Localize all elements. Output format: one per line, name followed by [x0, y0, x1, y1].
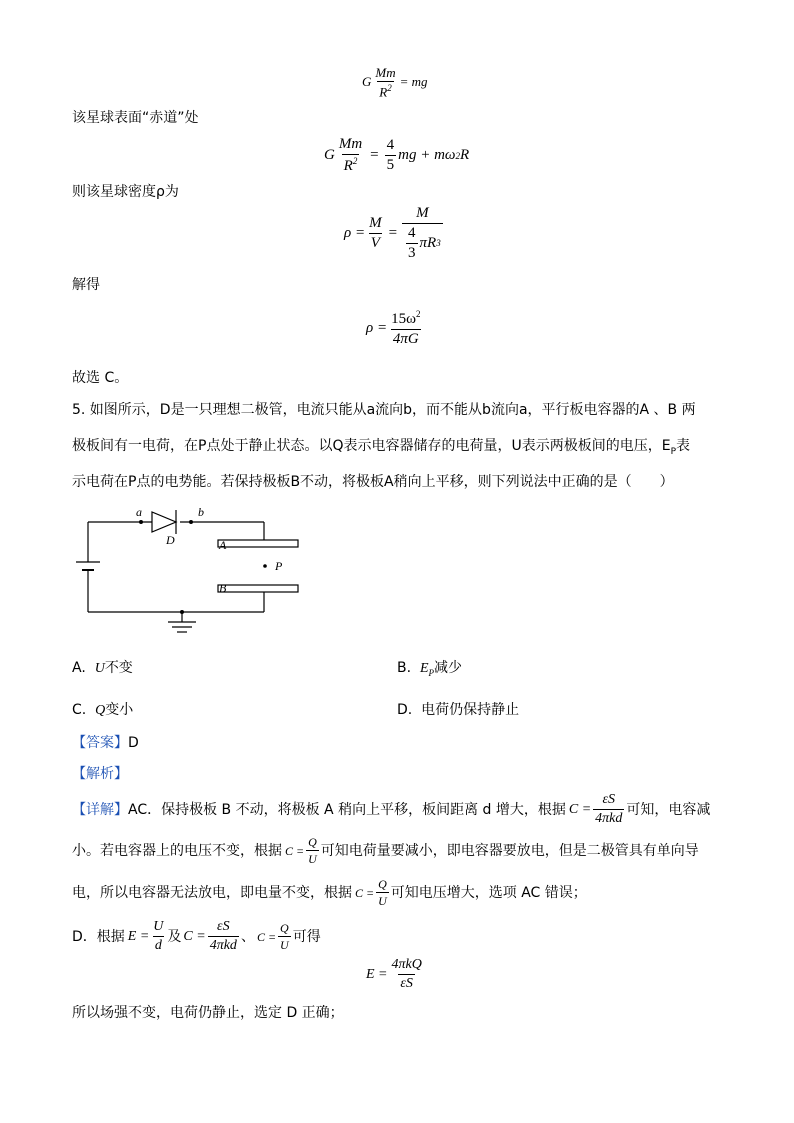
option-c[interactable] [72, 699, 133, 719]
denominator: 4πkd [209, 938, 237, 953]
den-text: πR [419, 235, 437, 251]
detail-text: 可知电荷量要减小，即电容器要放电，但是二极管具有单向导 [320, 842, 699, 859]
eq-lhs: ρ = [344, 225, 366, 241]
plate-b [218, 585, 298, 592]
denominator [402, 223, 443, 261]
numerator: 4πkQ [391, 957, 422, 972]
label-d: D [166, 533, 175, 547]
detail-line-5: 所以场强不变，电荷仍静止，选定 D 正确； [72, 1005, 344, 1021]
den-text: R [379, 84, 388, 100]
eq-term: R [460, 147, 470, 163]
detail-text: 可知，电容减 [626, 801, 711, 818]
eq-term: mg + mω [398, 147, 456, 163]
question-line-2 [72, 439, 690, 457]
subscript: P [428, 667, 435, 678]
numerator: Q [280, 921, 289, 935]
numerator: M [416, 205, 429, 221]
option-var: Q [95, 703, 106, 718]
fraction [208, 920, 239, 953]
detail-line-1 [72, 793, 710, 826]
eq-lhs: E = [366, 966, 388, 982]
q-text: 极板间有一电荷，在P点处于静止状态。以Q表示电容器储存的电荷量，U表示两极板间的电压，E [72, 438, 671, 454]
fraction [373, 66, 397, 98]
detail-text: 可知电压增大，选项 AC 错误； [390, 884, 587, 901]
eq-lhs: ρ = [366, 320, 388, 336]
exponent: 2 [387, 83, 392, 93]
fraction [367, 216, 384, 251]
numerator: U [153, 919, 164, 934]
option-text: 变小 [105, 702, 134, 718]
eq-rhs: = mg [399, 74, 428, 90]
option-text: 电荷仍保持静止 [421, 702, 520, 718]
numerator: εS [217, 919, 230, 934]
den-text: R [343, 158, 353, 174]
label-plate-b: B [219, 581, 227, 595]
denominator: U [308, 852, 317, 866]
circuit-diagram [72, 506, 312, 636]
analysis-label: 【解析】 [72, 766, 128, 782]
numerator [389, 310, 422, 329]
diode-icon [152, 512, 176, 532]
option-letter: B. [397, 660, 412, 676]
fraction [151, 920, 165, 953]
detail-text: 及 [167, 928, 182, 945]
detail-line-3 [72, 878, 587, 907]
eq-symbol: G [362, 74, 372, 90]
fraction [389, 310, 422, 347]
numerator: M [369, 215, 382, 231]
equation-field [366, 958, 426, 991]
eq-lhs: C = [183, 928, 206, 944]
eq-lhs: C = [285, 843, 305, 858]
text-equator: 该星球表面“赤道”处 [72, 110, 199, 126]
denominator: 4πG [392, 331, 419, 347]
plate-a [218, 540, 298, 547]
node-a [139, 520, 143, 524]
option-var: E [419, 661, 429, 676]
option-d[interactable] [397, 699, 519, 719]
subscript: P [670, 446, 676, 457]
detail-text: AC．保持极板 B 不动，将极板 A 稍向上平移，板间距离 d 增大，根据 [128, 801, 566, 818]
fraction [337, 137, 364, 174]
exponent: 2 [455, 150, 461, 161]
exponent: 2 [415, 309, 421, 319]
denominator: V [370, 235, 380, 251]
fraction [593, 793, 624, 826]
equals: = [388, 225, 398, 241]
point-p [263, 564, 267, 568]
option-var: U [94, 661, 105, 676]
inner-fraction [406, 226, 418, 261]
detail-text: 小。若电容器上的电压不变，根据 [72, 842, 282, 859]
detail-tag: 【详解】 [72, 801, 128, 818]
option-letter: C. [72, 702, 87, 718]
q-text: 表 [676, 438, 690, 454]
equation-density [344, 206, 445, 261]
fraction [402, 206, 443, 261]
detail-line-4 [72, 920, 321, 953]
denominator [342, 154, 360, 174]
detail-line-2 [72, 836, 699, 865]
question-line-3: 示电荷在P点的电势能。若保持极板B不动，将极板A稍向上平移，则下列说法中正确的是（ ） [72, 474, 674, 490]
equals: = [370, 147, 379, 163]
equation-result [366, 310, 424, 347]
label-p: P [275, 559, 283, 573]
answer-tag: 【答案】 [72, 735, 128, 751]
text-solve: 解得 [72, 277, 100, 293]
option-letter: A. [72, 660, 86, 676]
text-density: 则该星球密度ρ为 [72, 184, 179, 200]
question-line-1: 5. 如图所示，D是一只理想二极管，电流只能从a流向b，而不能从b流向a，平行板电容器的A 、B 两 [72, 402, 696, 418]
numerator: εS [602, 792, 616, 807]
detail-text: 电，所以电容器无法放电，即电量不变，根据 [72, 884, 352, 901]
answer-line [72, 736, 139, 750]
answer-value: D [128, 735, 139, 751]
fraction [306, 836, 319, 865]
numerator: Mm [338, 136, 363, 152]
denominator: d [154, 938, 162, 953]
fraction [390, 958, 424, 991]
equation-equator [324, 137, 469, 174]
numerator: 4 [408, 225, 416, 241]
exponent: 3 [436, 238, 441, 248]
detail-text: D．根据 [72, 928, 125, 945]
eq-lhs: E = [127, 928, 150, 944]
denominator: U [378, 894, 387, 908]
label-b: b [198, 506, 204, 519]
option-text: 减少 [434, 660, 463, 676]
eq-symbol: G [324, 147, 335, 163]
option-a[interactable] [72, 657, 133, 677]
option-b[interactable] [397, 657, 462, 678]
denominator: 4πkd [595, 811, 623, 826]
label-plate-a: A [219, 538, 227, 552]
denominator: 5 [386, 157, 395, 173]
numerator: Q [308, 835, 317, 849]
num-text: 15ω [391, 311, 416, 327]
detail-text: 、 [240, 928, 255, 945]
analysis-tag [72, 767, 128, 781]
denominator: U [280, 938, 289, 952]
option-letter: D. [397, 702, 413, 718]
denominator: εS [400, 976, 413, 991]
numerator: Q [378, 877, 387, 891]
fraction [385, 138, 397, 173]
numerator: Mm [375, 65, 396, 80]
node-b [189, 520, 193, 524]
label-a: a [136, 506, 142, 519]
denominator: 3 [408, 245, 416, 261]
eq-lhs: C = [355, 885, 375, 900]
detail-text: 可得 [292, 928, 321, 945]
eq-lhs: C = [256, 929, 277, 944]
option-text: 不变 [104, 660, 133, 676]
numerator: 4 [386, 137, 395, 153]
text-choose: 故选 C。 [72, 370, 129, 386]
fraction [278, 922, 291, 951]
eq-lhs: C = [568, 801, 592, 817]
fraction [376, 878, 389, 907]
denominator [377, 81, 393, 98]
equation-gravity [362, 66, 428, 98]
exponent: 2 [352, 156, 358, 166]
node-ground [180, 610, 184, 614]
